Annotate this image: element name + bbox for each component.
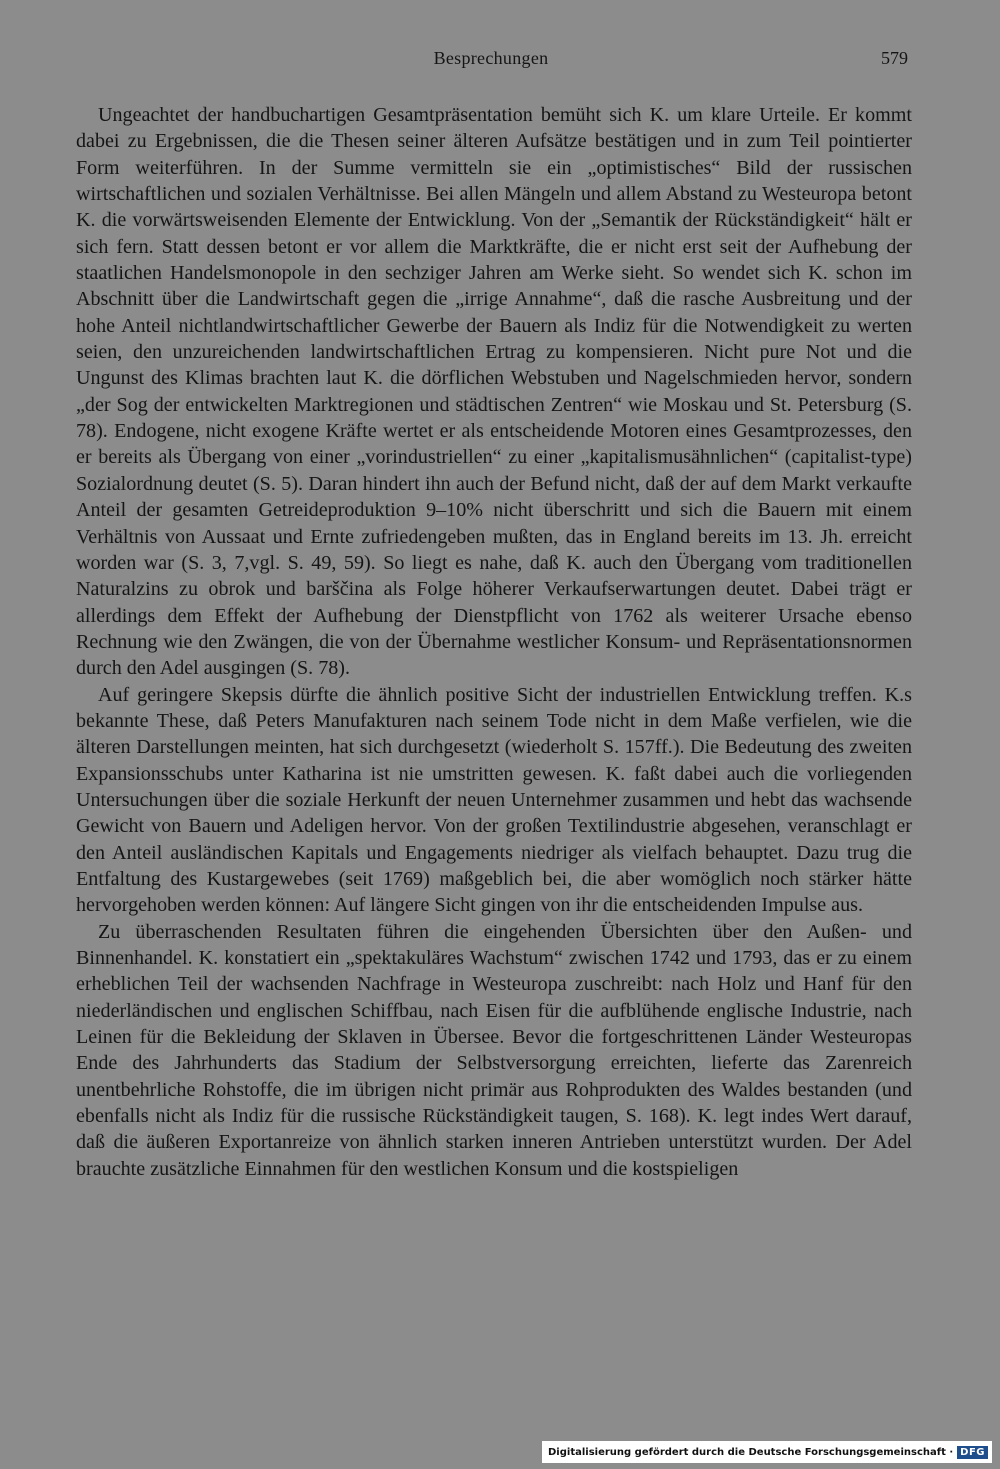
page-number: 579 — [881, 48, 908, 68]
funding-note: Digitalisierung gefördert durch die Deutsche Forschungsgemeinschaft · — [548, 1446, 954, 1458]
article-body — [76, 102, 912, 1182]
page-header — [0, 48, 1000, 78]
paragraph-1: Ungeachtet der handbuchartigen Gesamtpräsentation bemüht sich K. um klare Urteile. Er kommt dabei zu Ergebnissen, die die Thesen seiner älteren Aufsätze bestätigen und in zum Teil pointierter Form weiterführen. In der Summe vermitteln sie ein „optimistisches“ Bild der russischen wirtschaftlichen und sozialen Verhältnisse. Bei allen Mängeln und allem Abstand zu Westeuropa betont K. die vorwärtsweisenden Elemente der Entwicklung. Von der „Semantik der Rückständigkeit“ hält er sich fern. Statt dessen betont er vor allem die Marktkräfte, die er nicht erst seit der Aufhebung der staatlichen Handelsmonopole in den sechziger Jahren am Werke sieht. So wendet sich K. schon im Abschnitt über die Landwirtschaft gegen die „irrige Annahme“, daß die rasche Ausbreitung und der hohe Anteil nichtlandwirtschaftlicher Gewerbe der Bauern als Indiz für die Notwendigkeit zu werten seien, den unzureichenden landwirtschaftlichen Ertrag zu kompensieren. Nicht pure Not und die Ungunst des Klimas brachten laut K. die dörflichen Webstuben und Nagelschmieden hervor, sondern „der Sog der entwickelten Marktregionen und städtischen Zentren“ wie Moskau und St. Petersburg (S. 78). Endogene, nicht exogene Kräfte wertet er als entscheidende Motoren eines Gesamtprozesses, den er bereits als Übergang von einer „vorindustriellen“ zu einer „kapitalismusähnlichen“ (capitalist-type) Sozialordnung deutet (S. 5). Daran hindert ihn auch der Befund nicht, daß der auf dem Markt verkaufte Anteil der gesamten Getreideproduktion 9–10% nicht überschritt und sich die Bauern mit einem Verhältnis von Aussaat und Ernte zufriedengeben mußten, das in England bereits im 13. Jh. erreicht worden war (S. 3, 7,vgl. S. 49, 59). So liegt es nahe, daß K. auch den Übergang vom traditionellen Naturalzins zu obrok und barščina als Folge höherer Verkaufserwartungen deutet. Dabei trägt er allerdings dem Effekt der Aufhebung der Dienstpflicht von 1762 als weiterer Ursache ebenso Rechnung wie den Zwängen, die von der Übernahme westlicher Konsum- und Repräsentationsnormen durch den Adel ausgingen (S. 78). — [76, 104, 912, 680]
paragraph-2: Auf geringere Skepsis dürfte die ähnlich positive Sicht der industriellen Entwicklung treffen. K.s bekannte These, daß Peters Manufakturen nach seinem Tode nicht in dem Maße verfielen, wie die älteren Darstellungen meinten, hat sich durchgesetzt (wiederholt S. 157ff.). Die Bedeutung des zweiten Expansionsschubs unter Katharina ist nie umstritten gewesen. K. faßt dabei auch die vorliegenden Untersuchungen über die soziale Herkunft der neuen Unternehmer zusammen und hebt das wachsende Gewicht von Bauern und Adeligen hervor. Von der großen Textilindustrie abgesehen, veranschlagt er den Anteil ausländischen Kapitals und Engagements niedriger als vielfach behauptet. Dazu trug die Entfaltung des Kustargewebes (seit 1769) maßgeblich bei, die aber womöglich noch stärker hätte hervorgehoben werden können: Auf längere Sicht gingen von ihr die entscheidenden Impulse aus. — [76, 683, 912, 917]
digitization-footer — [542, 1441, 992, 1463]
running-title: Besprechungen — [433, 48, 549, 68]
paragraph-3: Zu überraschenden Resultaten führen die eingehenden Übersichten über den Außen- und Binnenhandel. K. konstatiert ein „spektakuläres Wachstum“ zwischen 1742 und 1793, das er zu einem erheblichen Teil der wachsenden Nachfrage in Westeuropa zuschreibt: nach Holz und Hanf für den niederländischen und englischen Schiffbau, nach Eisen für die aufblühende englische Industrie, nach Leinen für die Bekleidung der Sklaven in Übersee. Bevor die fortgeschrittenen Länder Westeuropas Ende des Jahrhunderts das Stadium der Selbstversorgung erreichten, lieferte das Zarenreich unentbehrliche Rohstoffe, die im übrigen nicht primär aus Rohprodukten des Waldes bestanden (und ebenfalls nicht als Indiz für die russische Rückständigkeit taugen, S. 168). K. legt indes Wert darauf, daß die äußeren Exportanreize von ähnlich starken inneren Antrieben unterstützt wurden. Der Adel brauchte zusätzliche Einnahmen für den westlichen Konsum und die kostspieligen — [76, 920, 912, 1180]
dfg-logo-icon: DFG — [957, 1446, 988, 1459]
